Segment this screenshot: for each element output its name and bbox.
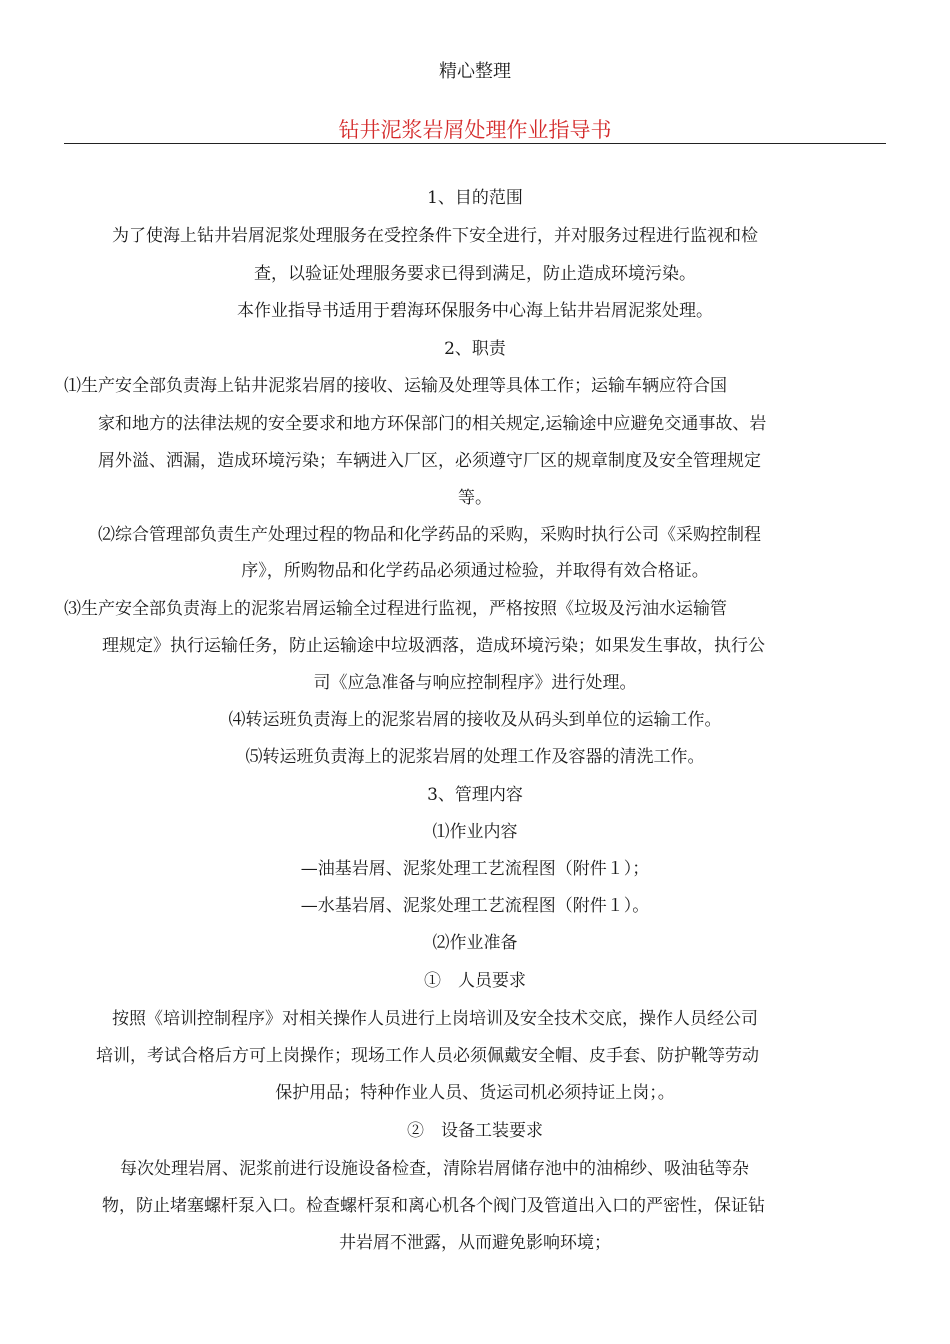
subheading-line: ② 设备工装要求 <box>407 1121 543 1141</box>
paragraph-line: 本作业指导书适用于碧海环保服务中心海上钻井岩屑泥浆处理。 <box>237 301 713 321</box>
paragraph-line: 按照《培训控制程序》对相关操作人员进行上岗培训及安全技术交底，操作人员经公司 <box>112 1009 758 1029</box>
list-item: —油基岩屑、泥浆处理工艺流程图（附件１）； <box>300 859 650 879</box>
paragraph-line: ⑸转运班负责海上的泥浆岩屑的处理工作及容器的清洗工作。 <box>245 747 705 767</box>
paragraph-line: 物，防止堵塞螺杆泵入口。检查螺杆泵和离心机各个阀门及管道出入口的严密性，保证钻 <box>102 1196 765 1216</box>
paragraph-line: 保护用品；特种作业人员、货运司机必须持证上岗；。 <box>275 1083 675 1103</box>
document-title: 钻井泥浆岩屑处理作业指导书 <box>338 118 612 142</box>
paragraph-line: 屑外溢、洒漏，造成环境污染；车辆进入厂区，必须遵守厂区的规章制度及安全管理规定 <box>98 451 761 471</box>
paragraph-line: 为了使海上钻井岩屑泥浆处理服务在受控条件下安全进行，并对服务过程进行监视和检 <box>112 226 758 246</box>
paragraph-line: 培训，考试合格后方可上岗操作；现场工作人员必须佩戴安全帽、皮手套、防护靴等劳动 <box>96 1046 759 1066</box>
section-heading-management: 3、管理内容 <box>427 785 523 805</box>
paragraph-line: 家和地方的法律法规的安全要求和地方环保部门的相关规定,运输途中应避免交通事故、岩 <box>98 414 767 434</box>
section-heading-responsibilities: 2、职责 <box>444 339 506 359</box>
section-heading-purpose: 1、目的范围 <box>427 188 523 208</box>
subheading-line: ⑴作业内容 <box>432 822 518 842</box>
paragraph-line: 每次处理岩屑、泥浆前进行设施设备检查，清除岩屑储存池中的油棉纱、吸油毡等杂 <box>120 1159 749 1179</box>
paragraph-line: 等。 <box>458 488 492 508</box>
page-header: 精心整理 <box>439 61 511 82</box>
paragraph-line: 序》，所购物品和化学药品必须通过检验，并取得有效合格证。 <box>241 561 709 581</box>
paragraph-line: ⑵综合管理部负责生产处理过程的物品和化学药品的采购，采购时执行公司《采购控制程 <box>98 525 761 545</box>
paragraph-line: 井岩屑不泄露，从而避免影响环境； <box>339 1233 611 1253</box>
paragraph-line: 查，以验证处理服务要求已得到满足，防止造成环境污染。 <box>254 264 696 284</box>
subheading-line: ① 人员要求 <box>424 971 526 991</box>
subheading-line: ⑵作业准备 <box>432 933 518 953</box>
list-item: —水基岩屑、泥浆处理工艺流程图（附件１）。 <box>300 896 650 916</box>
paragraph-line: 理规定》执行运输任务，防止运输途中垃圾洒落，造成环境污染；如果发生事故，执行公 <box>102 636 765 656</box>
paragraph-line: ⑴生产安全部负责海上钻井泥浆岩屑的接收、运输及处理等具体工作；运输车辆应符合国 <box>64 376 727 396</box>
title-divider <box>64 143 886 144</box>
paragraph-line: ⑶生产安全部负责海上的泥浆岩屑运输全过程进行监视，严格按照《垃圾及污油水运输管 <box>64 599 727 619</box>
paragraph-line: 司《应急准备与响应控制程序》进行处理。 <box>313 673 637 693</box>
paragraph-line: ⑷转运班负责海上的泥浆岩屑的接收及从码头到单位的运输工作。 <box>228 710 722 730</box>
